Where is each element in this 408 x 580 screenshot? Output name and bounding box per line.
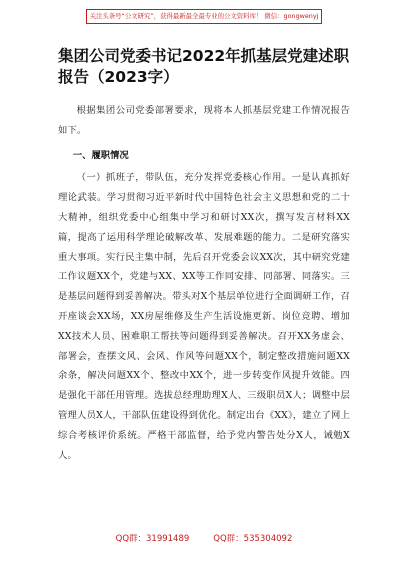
section-paragraph: （一）抓班子，带队伍，充分发挥党委核心作用。一是认真抓好理论武装。学习贯彻习近平新时代中国特色社会主义思想和党的二十大精神，组织党委中心组集中学习和研讨XX次，撰写发言材料XX篇，提高了运用科学理论破解改革、发展难题的能力。二是研究落实重大事项。实行民主集中制，先后召开党委会议XX次，其中研究党建工作议题XX个，党建与XX、XX等工作同安排、同部署、同落实。三是基层问题得到妥善解决。带头对X个基层单位进行全面调研工作，召开座谈会XX场，XX房屋维修及生产生活设施更新、岗位竞聘、增加XX技术人员、困难职工帮扶等问题得到妥善解决。召开XX务虚会、部署会，查摆文风、会风、作风等问题XX个，制定整改措施问题XX余条，解决问题XX个、整改中XX个，进一步转变作风提升效能。四是强化干部任用管理。选拔总经理助理X人、三级职员X人；调整中层管理人员X人，干部队伍建设得到优化。制定出台《XX》，建立了网上综合考核评价系统。严格干部监督，给予党内警告处分X人，诫勉X人。 bbox=[58, 172, 350, 461]
footer-contacts bbox=[0, 532, 408, 544]
document-title: 集团公司党委书记2022年抓基层党建述职报告（2023字） bbox=[58, 47, 350, 86]
intro-paragraph: 根据集团公司党委部署要求，现将本人抓基层党建工作情况报告如下。 bbox=[58, 105, 350, 136]
section-heading: 一、履职情况 bbox=[72, 149, 129, 161]
promo-banner: 关注头条号“公文研究”，获得最新最全最专业的公文资料库！ 微信：gongwenyj bbox=[86, 9, 322, 24]
footer-qq-group-2: QQ群：535304092 bbox=[213, 534, 293, 544]
footer-qq-group-1: QQ群：31991489 bbox=[115, 534, 190, 544]
document-body bbox=[58, 101, 350, 465]
